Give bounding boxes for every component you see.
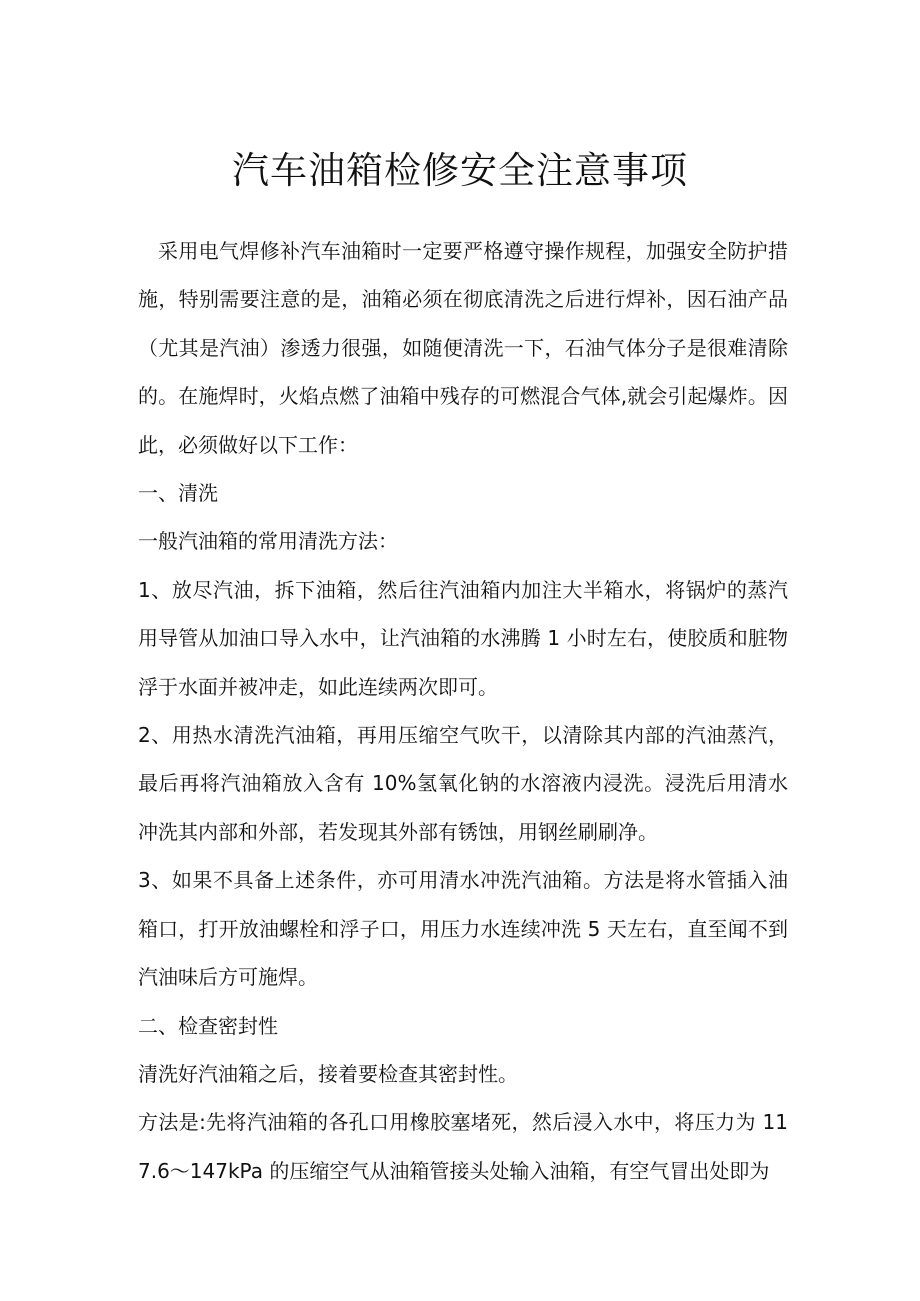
section-heading-cleaning: 一、清洗 (138, 481, 218, 506)
cleaning-method-2: 2、用热水清洗汽油箱，再用压缩空气吹干，以清除其内部的汽油蒸汽，最后再将汽油箱放入含有 10%氢氧化钠的水溶液内浸洗。浸洗后用清水冲洗其内部和外部，若发现其外部有锈蚀，用钢丝刷刷净。 (138, 723, 788, 844)
cleaning-method-3: 3、如果不具备上述条件，亦可用清水冲洗汽油箱。方法是将水管插入油箱口，打开放油螺栓和浮子口，用压力水连续冲洗 5 天左右，直至闻不到汽油味后方可施焊。 (138, 868, 788, 990)
document-body (138, 227, 788, 1195)
section-heading-seal-check: 二、检查密封性 (138, 1013, 278, 1038)
seal-check-method: 方法是:先将汽油箱的各孔口用橡胶塞堵死，然后浸入水中，将压力为 117.6～147kPa 的压缩空气从油箱管接头处输入油箱，有空气冒出处即为 (138, 1110, 788, 1183)
cleaning-method-1: 1、放尽汽油，拆下油箱，然后往汽油箱内加注大半箱水，将锅炉的蒸汽用导管从加油口导入水中，让汽油箱的水沸腾 1 小时左右，使胶质和脏物浮于水面并被冲走，如此连续两次即可。 (138, 577, 788, 699)
intro-paragraph: 采用电气焊修补汽车油箱时一定要严格遵守操作规程，加强安全防护措施，特别需要注意的是，油箱必须在彻底清洗之后进行焊补，因石油产品（尤其是汽油）渗透力很强，如随便清洗一下，石油气体分子是很难清除的。在施焊时，火焰点燃了油箱中残存的可燃混合气体,就会引起爆炸。因此，必须做好以下工作： (138, 239, 788, 457)
seal-check-intro: 清洗好汽油箱之后，接着要检查其密封性。 (138, 1061, 518, 1086)
document-title: 汽车油箱检修安全注意事项 (232, 149, 688, 192)
cleaning-methods-intro: 一般汽油箱的常用清洗方法： (138, 529, 398, 554)
